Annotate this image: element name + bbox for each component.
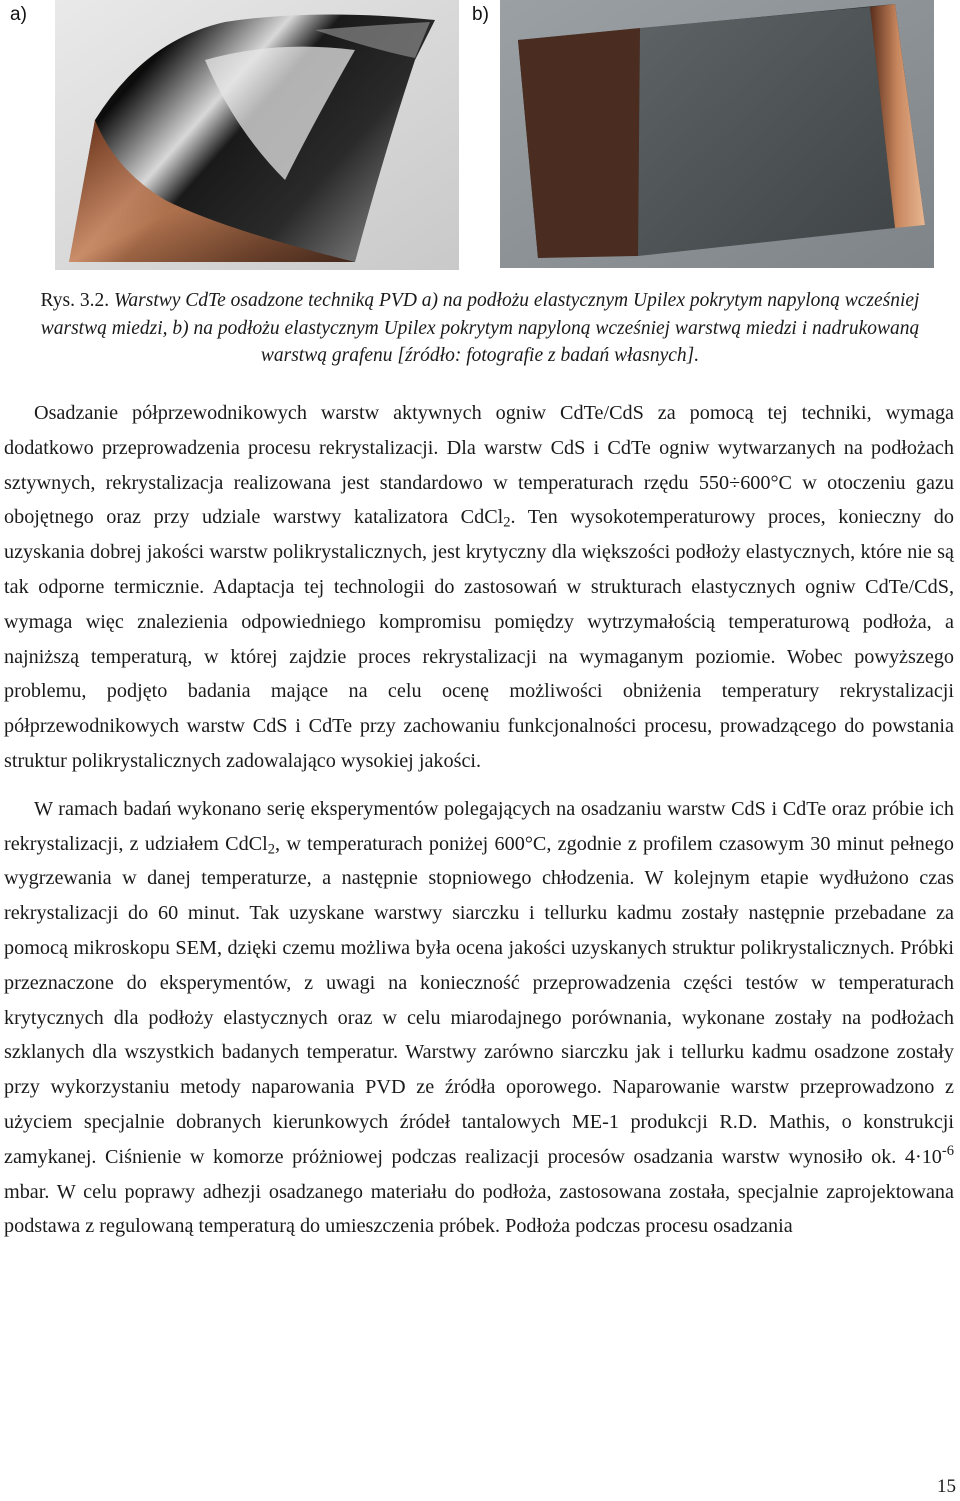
flexible-film-photo-icon	[55, 0, 459, 270]
paragraph-text: , w temperaturach poniżej 600°C, zgodnie z profilem czasowym 30 minut pełnego wygrzewania w danej temperaturze, a następnie stopniowego chłodzenia. W kolejnym etapie wydłużono czas rekrystalizacji do 60 minut. Tak uzyskane warstwy siarczku i tellurku kadmu zostały następnie przebadane za pomocą mikroskopu SEM, dzięki czemu możliwa była ocena jakości uzyskanych struktur polikrystalicznych. Próbki przeznaczone do eksperymentów, z uwagi na konieczność przeprowadzenia części testów w temperaturach krytycznych dla podłoży elastycznych oraz w celu miarodajnego porównania, wykonane zostały na podłożach szklanych dla wszystkich badanych temperatur. Warstwy zarówno siarczku jak i tellurku kadmu osadzone zostały przy wykorzystaniu metody naparowania PVD ze źródła oporowego. Naparowanie warstw przeprowadzono z użyciem specjalnie dobranych kierunkowych źródeł tantalowych ME-1 produkcji R.D. Mathis, o konstrukcji zamykanej. Ciśnienie w komorze próżniowej podczas realizacji procesów osadzania warstw wynosiło ok. 4·10	[4, 832, 955, 1168]
paragraph	[4, 396, 954, 779]
coated-substrate-photo-icon	[500, 0, 934, 268]
subscript: 2	[503, 515, 511, 532]
paragraph-text: . Ten wysokotemperaturowy proces, konieczny do uzyskania dobrej jakości warstw polikrystalicznych, jest krytyczny dla większości podłoży elastycznych, które nie są tak odporne termicznie. Adaptacja tej technologii do zastosowań w strukturach elastycznych ogniw CdTe/CdS, wymaga więc znalezienia odpowiedniego kompromisu pomiędzy wytrzymałością temperaturową podłoża, a najniższą temperaturą, w której zajdzie proces rekrystalizacji na wymaganym poziomie. Wobec powyższego problemu, podjęto badania mające na celu ocenę możliwości obniżenia temperatury rekrystalizacji półprzewodnikowych warstw CdS i CdTe przy zachowaniu funkcjonalności procesu, prowadzącego do powstania struktur polikrystalicznych zadowalająco wysokiej jakości.	[4, 506, 954, 772]
page-number: 15	[937, 1476, 956, 1497]
paragraph	[4, 792, 954, 1244]
panel-label-a: a)	[10, 4, 27, 25]
paragraph-text: mbar. W celu poprawy adhezji osadzanego materiału do podłoża, zastosowana została, specjalnie zaprojektowana podstawa z regulowaną temperaturą do umieszczenia próbek. Podłoża podczas procesu osadzania	[4, 1180, 954, 1238]
caption-prefix: Rys. 3.2.	[40, 290, 110, 311]
superscript: -6	[941, 1142, 954, 1159]
subscript: 2	[267, 841, 276, 858]
figure	[0, 0, 960, 275]
panel-label-b: b)	[472, 4, 489, 25]
paragraph-text: W ramach badań wykonano serię eksperymentów polegających na osadzaniu warstw CdS i CdTe oraz próbie ich rekrystalizacji, z udziałem CdCl	[4, 797, 954, 855]
caption-text: Warstwy CdTe osadzone techniką PVD a) na podłożu elastycznym Upilex pokrytym napyloną wcześniej warstwą miedzi, b) na podłożu elastycznym Upilex pokrytym napyloną wcześniej warstwą miedzi i nadrukowaną warstwą grafenu [źródło: fotografie z badań własnych].	[40, 290, 920, 366]
paragraph-text: Osadzanie półprzewodnikowych warstw aktywnych ogniw CdTe/CdS za pomocą tej techniki, wymaga dodatkowo przeprowadzenia procesu rekrystalizacji. Dla warstw CdS i CdTe ogniw wytwarzanych na podłożach sztywnych, rekrystalizacja realizowana jest standardowo w temperaturach rzędu 550÷600°C w otoczeniu gazu obojętnego oraz przy udziale warstwy katalizatora CdCl	[4, 402, 954, 529]
body-text	[4, 396, 954, 1244]
figure-caption	[6, 287, 954, 370]
